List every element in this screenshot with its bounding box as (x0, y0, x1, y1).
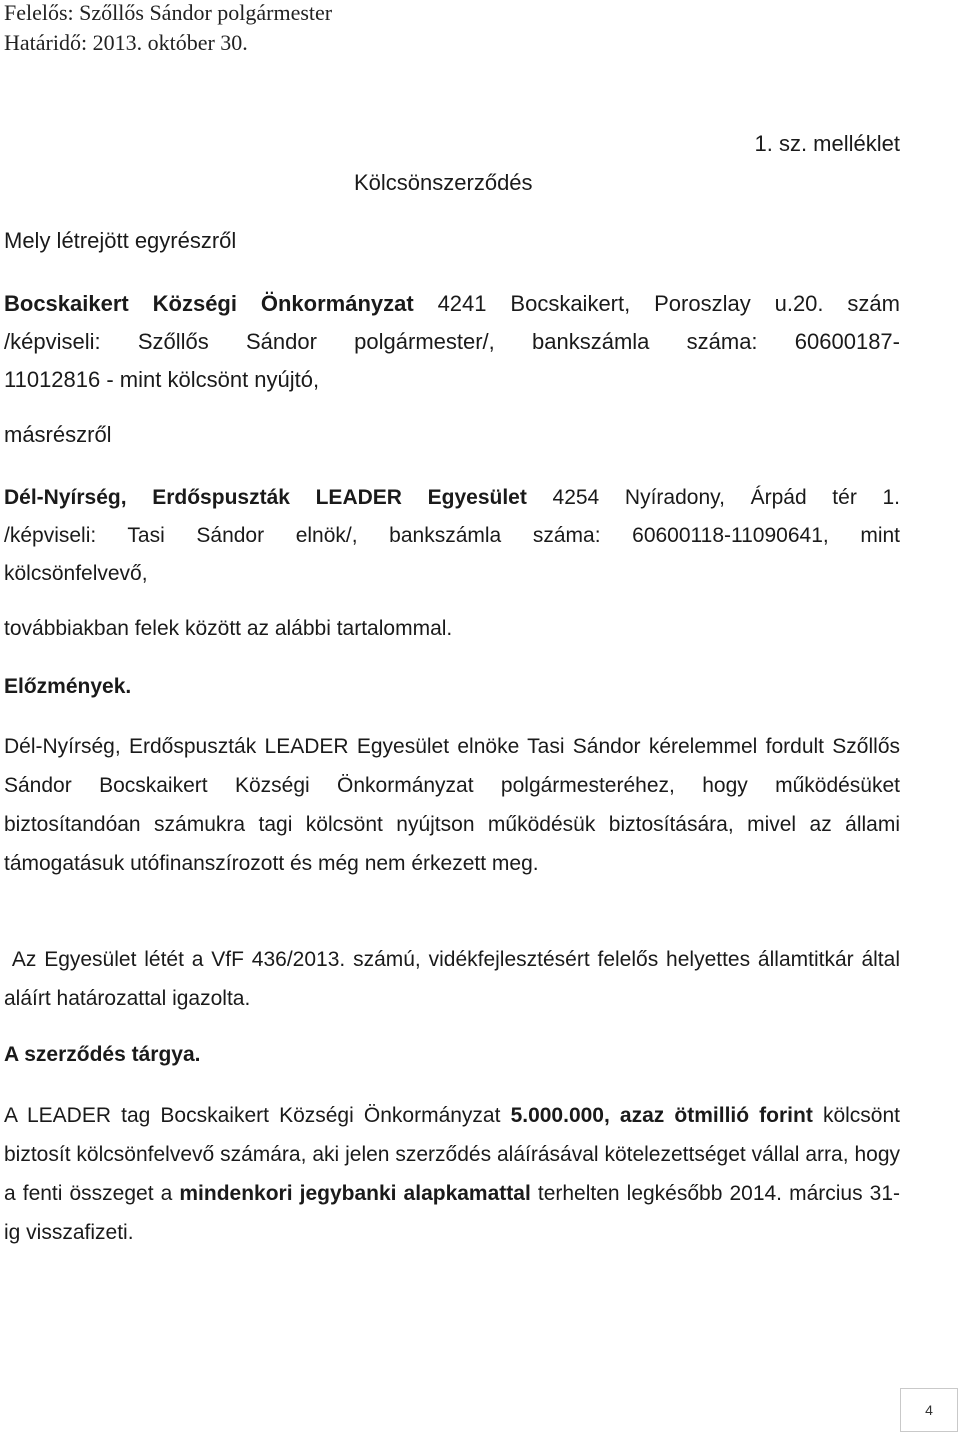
subject-part-3: terhelten legkésőbb 2014. március 31-ig visszafizeti. (4, 1182, 900, 1244)
lender-line-3: 11012816 - mint kölcsönt nyújtó, (4, 367, 320, 392)
borrower-name: Dél-Nyírség, Erdőspuszták LEADER Egyesület (4, 486, 527, 509)
background-paragraph-2: Az Egyesület létét a VfF 436/2013. számú, vidékfejlesztésért felelős helyettes államtitkár által aláírt határozattal igazolta. (4, 948, 906, 1010)
background-paragraph-1: Dél-Nyírség, Erdőspuszták LEADER Egyesület elnöke Tasi Sándor kérelemmel fordult Szőllős Sándor Bocskaikert Községi Önkormányzat polgármesteréhez, hogy működésüket biztosítandóan számukra tagi kölcsönt nyújtson működésük biztosítására, mivel az állami támogatásuk utófinanszírozott és még nem érkezett meg. (4, 735, 900, 875)
other-party-intro: másrészről (4, 422, 112, 447)
subject-part-2: kölcsönt biztosít kölcsönfelvevő számára, aki jelen szerződés aláírásával kötelezettséget vállal arra, hogy a fenti összeget a (4, 1104, 900, 1205)
lender-line-1 (4, 285, 900, 323)
background-heading: Előzmények. (4, 675, 132, 698)
subject-paragraph (4, 1096, 900, 1252)
subject-part-1: A LEADER tag Bocskaikert Községi Önkormányzat (4, 1104, 511, 1127)
borrower-line-3: kölcsönfelvevő, (4, 562, 148, 585)
borrower-line-1 (4, 479, 900, 517)
borrower-line-2: /képviseli: Tasi Sándor elnök/, bankszámla száma: 60600118-11090641, mint (4, 524, 900, 547)
annex-label: 1. sz. melléklet (754, 131, 900, 156)
subject-heading: A szerződés tárgya. (4, 1043, 201, 1066)
lender-address: 4241 Bocskaikert, Poroszlay u.20. szám (413, 291, 900, 316)
intro-sentence: továbbiakban felek között az alábbi tartalommal. (4, 617, 453, 640)
document-title: Kölcsönszerződés (354, 170, 533, 195)
interest-rate: mindenkori jegybanki alapkamattal (179, 1182, 531, 1205)
loan-amount: 5.000.000, azaz ötmillió forint (510, 1104, 813, 1127)
deadline-line: Határidő: 2013. október 30. (4, 30, 248, 55)
borrower-block (4, 479, 900, 593)
lender-name: Bocskaikert Községi Önkormányzat (4, 291, 414, 316)
parties-intro: Mely létrejött egyrészről (4, 228, 237, 253)
page-number: 4 (900, 1388, 958, 1432)
lender-block (4, 285, 900, 399)
responsible-line: Felelős: Szőllős Sándor polgármester (4, 0, 333, 25)
borrower-address: 4254 Nyíradony, Árpád tér 1. (526, 486, 901, 509)
lender-line-2: /képviseli: Szőllős Sándor polgármester/, bankszámla száma: 60600187- (4, 329, 900, 354)
